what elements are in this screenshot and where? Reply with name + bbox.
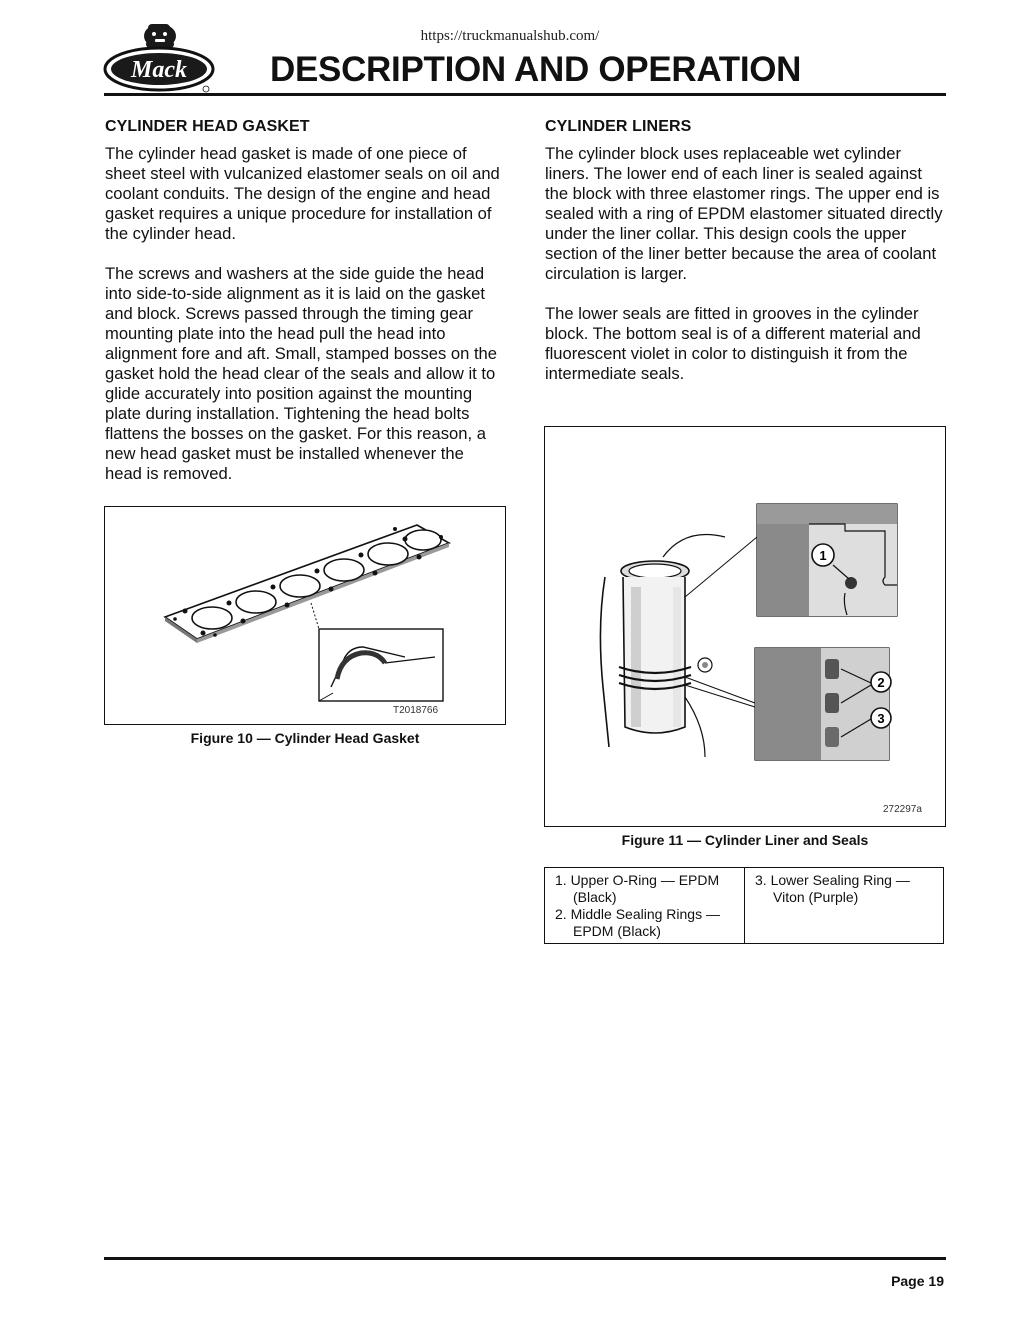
- cylinder-liner-illustration: [545, 427, 944, 825]
- figure-caption: Figure 10 — Cylinder Head Gasket: [190, 730, 420, 746]
- paragraph: The cylinder block uses replaceable wet cylinder liners. The lower end of each liner is sealed against the block with three elastomer rings. The upper end is sealed with a ring of EPDM elastomer situated directly under the liner collar. This design cools the upper section of the liner better because the area of coolant circulation is larger.: [545, 144, 943, 283]
- paragraph: The screws and washers at the side guide the head into side-to-side alignment as it is laid on the gasket and block. Screws passed through the timing gear mounting plate into the head pull the head into alignment fore and aft. Small, stamped bosses on the gasket hold the head clear of the seals and allow it to glide accurately into position against the mounting plate during installation. Tightening the head bolts flattens the bosses on the gasket. For this reason, a new head gasket must be installed whenever the head is removed.: [105, 264, 498, 483]
- callout-3: 3: [877, 711, 885, 726]
- mack-logo: [102, 14, 216, 94]
- callout-1: 1: [819, 548, 827, 563]
- figure-cylinder-liner: [544, 426, 946, 827]
- source-url[interactable]: https://truckmanualshub.com/: [420, 28, 600, 44]
- left-column: [105, 118, 505, 504]
- legend-column: [744, 868, 943, 943]
- section-heading-head-gasket: CYLINDER HEAD GASKET: [105, 118, 310, 135]
- paragraph: The cylinder head gasket is made of one piece of sheet steel with vulcanized elastomer seals on oil and coolant conduits. The design of the engine and head gasket requires a unique procedure for installation of the cylinder head.: [105, 144, 500, 243]
- logo-wordmark: Mack: [131, 57, 187, 83]
- callout-2: 2: [877, 675, 885, 690]
- figure-legend-table: [544, 867, 944, 944]
- right-column: [545, 118, 945, 404]
- figure-code: T2018766: [393, 705, 439, 716]
- figure-head-gasket: [104, 506, 506, 725]
- legend-column: [545, 868, 744, 943]
- paragraph: The lower seals are fitted in grooves in the cylinder block. The bottom seal is of a different material and fluorescent violet in color to distinguish it from the intermediate seals.: [545, 304, 921, 383]
- legend-item: 2. Middle Sealing Rings — EPDM (Black): [555, 906, 720, 939]
- figure-caption: Figure 11 — Cylinder Liner and Seals: [621, 832, 869, 848]
- page-title: DESCRIPTION AND OPERATION: [270, 50, 802, 89]
- page-number: Page 19: [891, 1273, 944, 1289]
- head-gasket-illustration: [105, 507, 504, 723]
- footer-rule: [104, 1257, 946, 1260]
- legend-item: 3. Lower Sealing Ring — Viton (Purple): [755, 872, 910, 905]
- header-rule: [104, 93, 946, 96]
- section-heading-cylinder-liners: CYLINDER LINERS: [545, 118, 692, 135]
- legend-item: 1. Upper O-Ring — EPDM (Black): [555, 872, 720, 905]
- figure-code: 272297a: [883, 804, 922, 815]
